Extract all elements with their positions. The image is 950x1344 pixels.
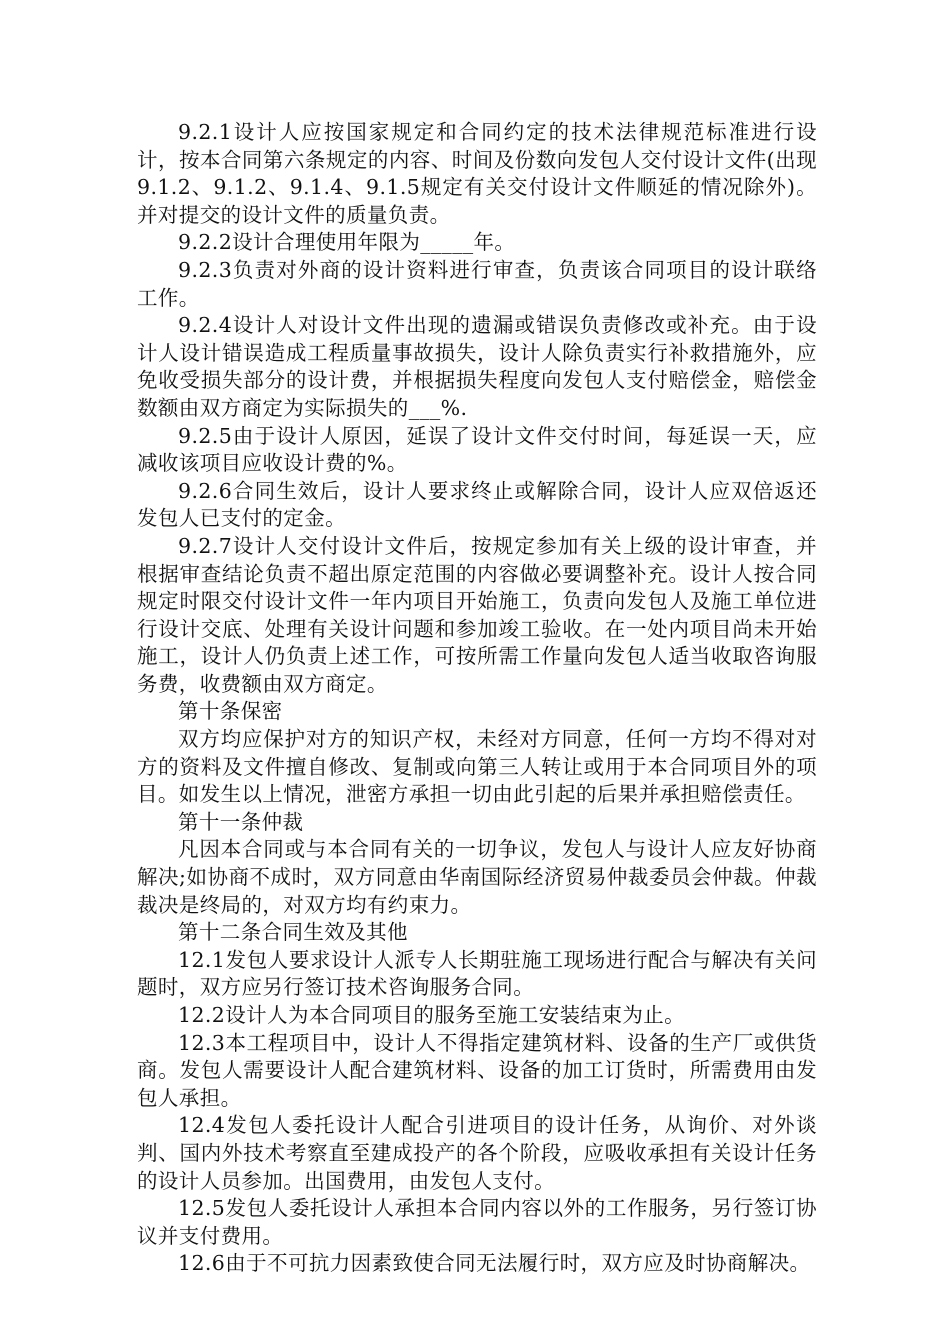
clause-12-3: 12.3本工程项目中，设计人不得指定建筑材料、设备的生产厂或供货商。发包人需要设计人配合建筑材料、设备的加工订货时，所需费用由发包人承担。 — [137, 1030, 817, 1110]
clause-9-2-5: 9.2.5由于设计人原因，延误了设计文件交付时间，每延误一天，应减收该项目应收设计费的%。 — [137, 423, 817, 476]
clause-12-5: 12.5发包人委托设计人承担本合同内容以外的工作服务，另行签订协议并支付费用。 — [137, 1196, 817, 1248]
article-10-heading: 第十条保密 — [178, 699, 283, 724]
clause-9-2-4: 9.2.4设计人对设计文件出现的遗漏或错误负责修改或补充。由于设计人设计错误造成工程质量事故损失，设计人除负责实行补救措施外，应免收受损失部分的设计费，并根据损失程度向发包人支付赔偿金，赔偿金数额由双方商定为实际损失的___%. — [137, 313, 817, 420]
clause-12-4: 12.4发包人委托设计人配合引进项目的设计任务，从询价、对外谈判、国内外技术考察直至建成投产的各个阶段，应吸收承担有关设计任务的设计人员参加。出国费用，由发包人支付。 — [137, 1113, 817, 1193]
article-12-heading: 第十二条合同生效及其他 — [178, 920, 408, 945]
clause-9-2-6: 9.2.6合同生效后，设计人要求终止或解除合同，设计人应双倍返还发包人已支付的定金。 — [137, 478, 817, 531]
clause-12-6: 12.6由于不可抗力因素致使合同无法履行时，双方应及时协商解决。 — [178, 1251, 811, 1276]
clause-9-2-1: 9.2.1设计人应按国家规定和合同约定的技术法律规范标准进行设计，按本合同第六条规定的内容、时间及份数向发包人交付设计文件(出现9.1.2、9.1.2、9.1.4、9.1.5规定有关交付设计文件顺延的情况除外)。并对提交的设计文件的质量负责。 — [137, 120, 817, 227]
document-body — [137, 119, 817, 1278]
clause-9-2-3: 9.2.3负责对外商的设计资料进行审查，负责该合同项目的设计联络工作。 — [137, 257, 817, 310]
clause-12-2: 12.2设计人为本合同项目的服务至施工安装结束为止。 — [178, 1003, 686, 1027]
article-10-body: 双方均应保护对方的知识产权，未经对方同意，任何一方均不得对对方的资料及文件擅自修改、复制或向第三人转让或用于本合同项目外的项目。如发生以上情况，泄密方承担一切由此引起的后果并承担赔偿责任。 — [137, 727, 817, 807]
article-11-heading: 第十一条仲裁 — [178, 809, 304, 834]
clause-9-2-7: 9.2.7设计人交付设计文件后，按规定参加有关上级的设计审查，并根据审查结论负责不超出原定范围的内容做必要调整补充。设计人按合同规定时限交付设计文件一年内项目开始施工，负责向发包人及施工单位进行设计交底、处理有关设计问题和参加竣工验收。在一处内项目尚未开始施工，设计人仍负责上述工作，可按所需工作量向发包人适当收取咨询服务费，收费额由双方商定。 — [137, 533, 817, 696]
clause-9-2-2: 9.2.2设计合理使用年限为_____年。 — [178, 230, 516, 255]
clause-12-1: 12.1发包人要求设计人派专人长期驻施工现场进行配合与解决有关问题时，双方应另行签订技术咨询服务合同。 — [137, 947, 817, 1000]
article-11-body: 凡因本合同或与本合同有关的一切争议，发包人与设计人应友好协商解决;如协商不成时，双方同意由华南国际经济贸易仲裁委员会仲裁。仲裁裁决是终局的，对双方均有约束力。 — [137, 837, 817, 917]
